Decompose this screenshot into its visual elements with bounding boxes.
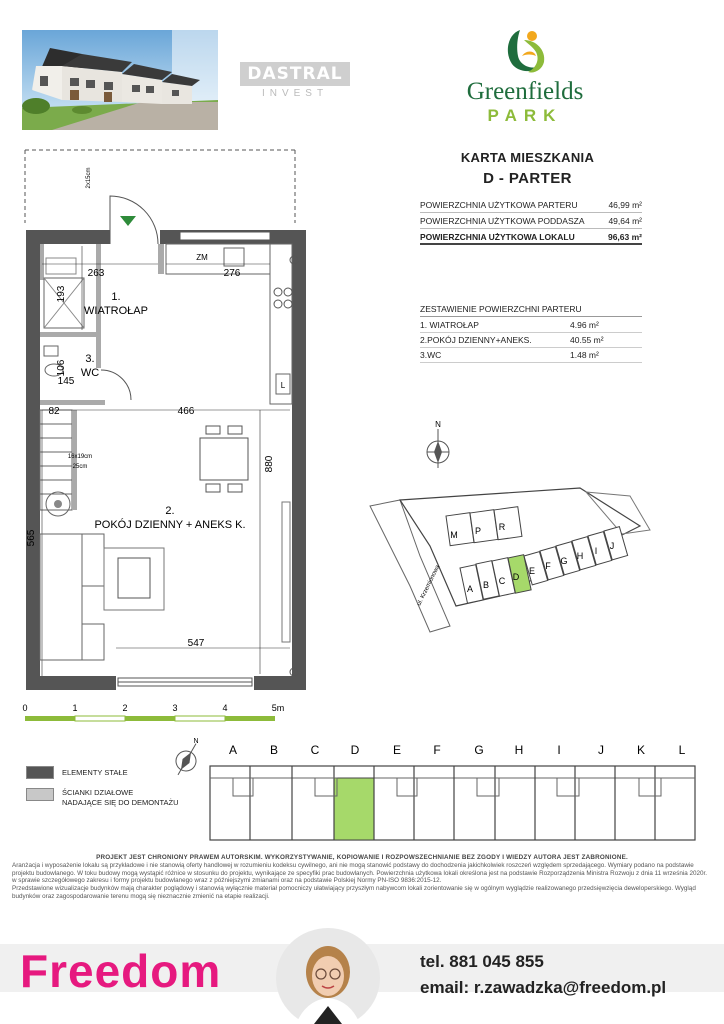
disclaimer-body-2: Przedstawione wizualizacje budynków mają charakter poglądowy i stanowią wyłącznie materiał pomocniczy ułatwiający przyszłym nabywcom lokali zorientowanie się w ogólnym wyglądzie realizowanego przedsięwzięcia deweloperskiego. Wygląd budynków oraz zagospodarowanie terenu mogą się nieznacznie zmienić na etapie realizacji. (12, 885, 696, 900)
freedom-logo: Freedom (20, 945, 222, 997)
room-area: 1.48 m² (570, 350, 599, 360)
room-area: 40.55 m² (570, 335, 604, 345)
site-plan (360, 486, 660, 641)
unit-label: K (636, 743, 646, 757)
room-row (420, 348, 642, 363)
greenfields-name: Greenfields (466, 78, 584, 105)
greenfields-leaf-icon (502, 26, 552, 78)
north-label: N (435, 420, 441, 429)
scale-tick: 2 (122, 703, 128, 713)
legend-removable-label-1: ŚCIANKI DZIAŁOWE (62, 788, 134, 797)
dim-466: 466 (177, 406, 195, 417)
dim-276: 276 (223, 268, 241, 279)
area-label: POWIERZCHNIA UŻYTKOWA PARTERU (420, 200, 578, 210)
dim-193: 193 (56, 285, 67, 303)
site-label: P (474, 526, 482, 536)
door-top-dim: 2x15cm (86, 167, 92, 189)
room-summary-title: ZESTAWIENIE POWIERZCHNI PARTERU (420, 304, 642, 317)
unit-label-highlight: D (350, 743, 360, 757)
dim-145: 145 (57, 376, 75, 387)
site-label: J (609, 541, 615, 551)
area-row-total (420, 229, 642, 245)
card-title: KARTA MIESZKANIA (460, 150, 595, 165)
site-label: A (466, 584, 474, 594)
dim-106: 106 (56, 359, 67, 377)
room-area: 4.96 m² (570, 320, 599, 330)
unit-label: I (557, 743, 561, 757)
agency-footer (0, 926, 724, 1024)
disclaimer (12, 854, 712, 901)
area-label: POWIERZCHNIA UŻYTKOWA PODDASZA (420, 216, 585, 226)
area-value: 49,64 m² (608, 216, 642, 226)
dastral-logo (240, 62, 350, 104)
dim-547: 547 (187, 638, 205, 649)
unit-label: B (269, 743, 279, 757)
room3-name: WC (80, 367, 100, 379)
area-label: POWIERZCHNIA UŻYTKOWA LOKALU (420, 232, 575, 242)
legend-swatch-dark (26, 766, 54, 779)
unit-label: H (514, 743, 524, 757)
room3-number: 3. (85, 353, 95, 365)
north-arrow-icon (421, 418, 455, 475)
dim-82: 82 (48, 406, 60, 417)
legend-fixed-label: ELEMENTY STAŁE (62, 768, 128, 777)
dim-565: 565 (26, 529, 37, 547)
dim-880: 880 (264, 455, 275, 473)
site-label: F (545, 561, 551, 571)
agency-email: email: r.zawadzka@freedom.pl (420, 978, 667, 997)
unit-label: A (228, 743, 238, 757)
zm-label: ZM (196, 253, 208, 262)
building-render-image (22, 30, 218, 130)
unit-label: G (474, 743, 484, 757)
unit-label: J (598, 743, 604, 757)
legend-removable (26, 788, 179, 808)
room-row (420, 318, 642, 333)
site-label: H (576, 551, 584, 561)
scale-bar (20, 700, 300, 727)
unit-label: E (392, 743, 402, 757)
room1-number: 1. (111, 291, 121, 303)
unit-label: F (433, 743, 441, 757)
agency-phone: tel. 881 045 855 (420, 952, 544, 971)
area-table (420, 197, 642, 245)
legend-removable-label-2: NADAJĄCE SIĘ DO DEMONTAŻU (62, 798, 179, 807)
area-value: 46,99 m² (608, 200, 642, 210)
dastral-logo-sub: INVEST (261, 88, 329, 99)
area-row (420, 213, 642, 229)
site-label-highlight: D (512, 572, 520, 582)
unit-label: C (310, 743, 320, 757)
room2-number: 2. (165, 505, 175, 517)
site-label: G (560, 556, 568, 566)
disclaimer-headline: PROJEKT JEST CHRONIONY PRAWEM AUTORSKIM. WYKORZYSTYWANIE, KOPIOWANIE I ROZPOWSZECHNIANIE BEZ ZGODY I WIEDZY AUTORA JEST ZABRONIONE. (96, 854, 628, 861)
stairs-label-1: 16x19cm (67, 454, 93, 460)
site-label: C (498, 576, 506, 586)
site-label: M (450, 530, 458, 540)
north-label: N (193, 738, 199, 745)
unit-label: L (678, 743, 686, 757)
area-row (420, 197, 642, 213)
room-name: 1. WIATROŁAP (420, 320, 479, 330)
unit-title: D - PARTER (483, 170, 572, 187)
scale-tick: 0 (22, 703, 28, 713)
area-value: 96,63 m² (607, 232, 642, 242)
dastral-logo-text: DASTRAL (240, 62, 350, 86)
greenfields-park-logo (440, 24, 610, 134)
l-label: L (280, 381, 286, 390)
scale-tick: 1 (72, 703, 78, 713)
room-name: 3.WC (420, 350, 442, 360)
room-summary-table (420, 318, 642, 363)
agent-photo (276, 926, 380, 1024)
room2-name: POKÓJ DZIENNY + ANEKS K. (94, 519, 246, 531)
legend-fixed (26, 766, 128, 778)
disclaimer-body: Aranżacja i wyposażenie lokalu są przykładowe i nie stanowią oferty handlowej w rozumieniu kodeksu cywilnego, ani nie mogą stanowić podstawy do dochodzenia jakichkolwiek roszczeń względem sprzedającego. Wymiary podano na podstawie projektu budowlanego. W toku budowy mogą wystąpić różnice w stosunku do projektu, wynikające ze specyfiki prac budowlanych. Powierzchnia użytkowa lokali określona jest na podstawie Rozporządzenia Ministra Rozwoju z dnia 11 września 2020r. w sprawie szczegółowego zakresu i formy projektu budowlanego wraz z późniejszymi zmianami oraz na podstawie Polskiej Normy PN-ISO 9836:2015-12. (12, 861, 707, 885)
street-label: ul. Krzemionowa (416, 564, 442, 607)
site-label: E (528, 566, 536, 576)
dim-263: 263 (87, 268, 105, 279)
north-arrow-small-icon (170, 735, 204, 784)
site-label: B (482, 580, 490, 590)
stairs-label-2: 25cm (72, 464, 88, 470)
scale-tick: 5m (271, 703, 285, 713)
site-label: R (498, 522, 506, 532)
greenfields-park: PARK (487, 106, 563, 125)
scale-tick: 3 (172, 703, 178, 713)
scale-tick: 4 (222, 703, 228, 713)
site-label: I (594, 546, 598, 556)
legend-swatch-light (26, 788, 54, 801)
room1-name: WIATROŁAP (84, 305, 148, 317)
room-name: 2.POKÓJ DZIENNY+ANEKS. (420, 335, 532, 345)
floor-plan (20, 148, 320, 705)
units-strip (205, 738, 705, 853)
room-row (420, 333, 642, 348)
